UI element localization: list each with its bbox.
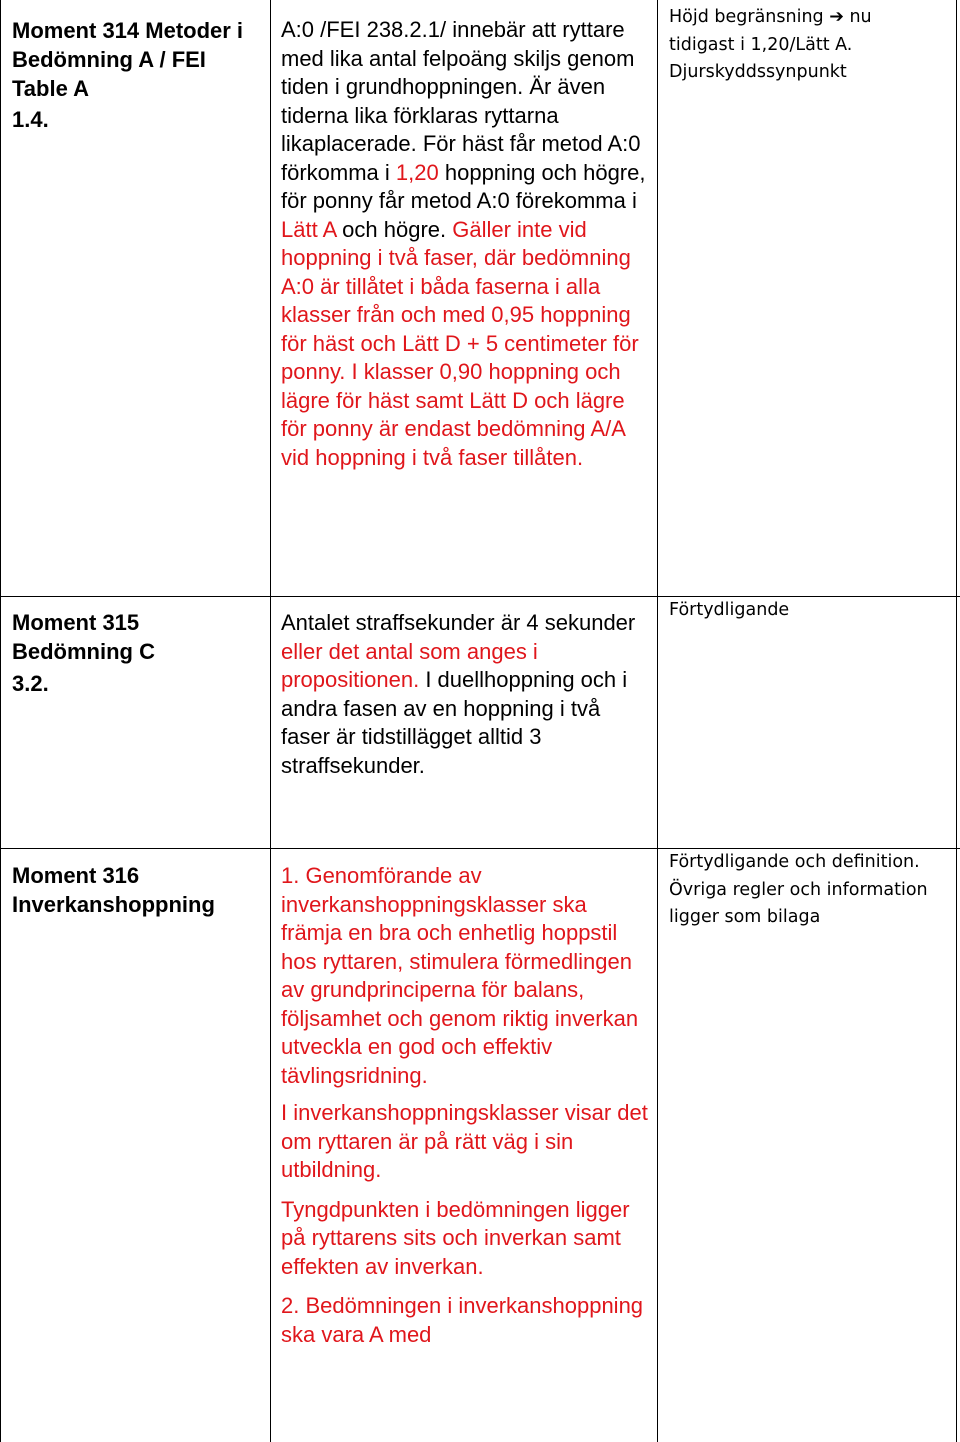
comment-cell — [669, 849, 951, 932]
rule-paragraph: I inverkanshoppningsklasser visar det om ryttaren är på rätt väg i sin utbildning. — [281, 1100, 648, 1182]
rule-paragraph: 1. Genomförande av inverkanshoppningsklasser ska främja en bra och enhetlig hoppstil hos ryttaren, stimulera förmedlingen av grundprinciperna för balans, följsamhet och genom riktig inverkan utveckla en god och effektiv tävlingsridning. — [281, 863, 639, 1088]
section-ref: 3.2. — [12, 671, 49, 696]
section-title: Moment 314 Metoder i Bedömning A / FEI Table A — [12, 18, 244, 101]
comment-line: Förtydligande och definition. — [669, 852, 920, 872]
comment-line: tidigast i 1,20/Lätt A. — [669, 34, 853, 55]
rule-text-run-red: eller det antal som anges i propositionen. — [281, 638, 538, 692]
rule-text-run: hoppning och högre, för ponny får metod A:0 förekomma i — [281, 159, 646, 213]
rule-text-run: I duellhoppning och i andra fasen av en hoppning i två faser är tidstillägget alltid 3 straffsekunder. — [281, 667, 628, 778]
comment-line: Höjd begränsning ➔ nu — [669, 7, 872, 27]
comment-line: ligger som bilaga — [669, 907, 821, 927]
section-title-cell — [12, 861, 262, 919]
comment-cell — [669, 597, 951, 625]
rule-text-run: och högre. — [336, 216, 453, 242]
rule-text — [281, 609, 651, 780]
rule-paragraph: Tyngdpunkten i bedömningen ligger på ryttarens sits och inverkan samt effekten av inverkan. — [281, 1196, 630, 1279]
comment-cell — [669, 4, 951, 87]
rule-text-cell — [281, 16, 651, 472]
rule-text-run: A:0 /FEI 238.2.1/ innebär att ryttare med lika antal felpoäng skiljs genom tiden i grundhoppningen. Är även tiderna lika förklaras ryttarna likaplacerade. För häst får metod A:0 förkomma i — [281, 17, 641, 185]
section-title-cell — [12, 608, 262, 698]
rule-text-run-red: Lätt A — [281, 216, 337, 242]
column-divider-2 — [657, 0, 658, 1442]
rule-text-cell — [281, 609, 651, 780]
comment-line: Förtydligande — [669, 600, 790, 620]
table-border-left — [0, 0, 1, 1442]
rule-text-run-red: Gäller inte vid hoppning i två faser, där bedömning A:0 är tillåtet i båda faserna i alla klasser från och med 0,95 hoppning för häst och Lätt D + 5 centimeter för ponny. I klasser 0,90 hoppning och lägre för häst samt Lätt D och lägre för ponny är endast bedömning A/A vid hoppning i två faser tillåten. — [281, 216, 639, 470]
rule-text-run: Antalet straffsekunder är 4 sekunder — [281, 610, 636, 635]
rule-text — [281, 16, 651, 472]
comment-line: Övriga regler och information — [669, 879, 928, 900]
rule-text-run-red: 1,20 — [395, 159, 439, 185]
table-border-right — [956, 0, 957, 1442]
rule-text-cell — [281, 862, 651, 1349]
rule-paragraph: 2. Bedömningen i inverkanshoppning ska vara A med — [281, 1293, 644, 1347]
section-title-cell — [12, 16, 262, 134]
section-title: Moment 316 Inverkanshoppning — [12, 863, 215, 917]
section-ref: 1.4. — [12, 107, 49, 132]
section-title: Moment 315 Bedömning C — [12, 610, 155, 664]
column-divider-1 — [270, 0, 271, 1442]
comment-line: Djurskyddssynpunkt — [669, 62, 847, 82]
